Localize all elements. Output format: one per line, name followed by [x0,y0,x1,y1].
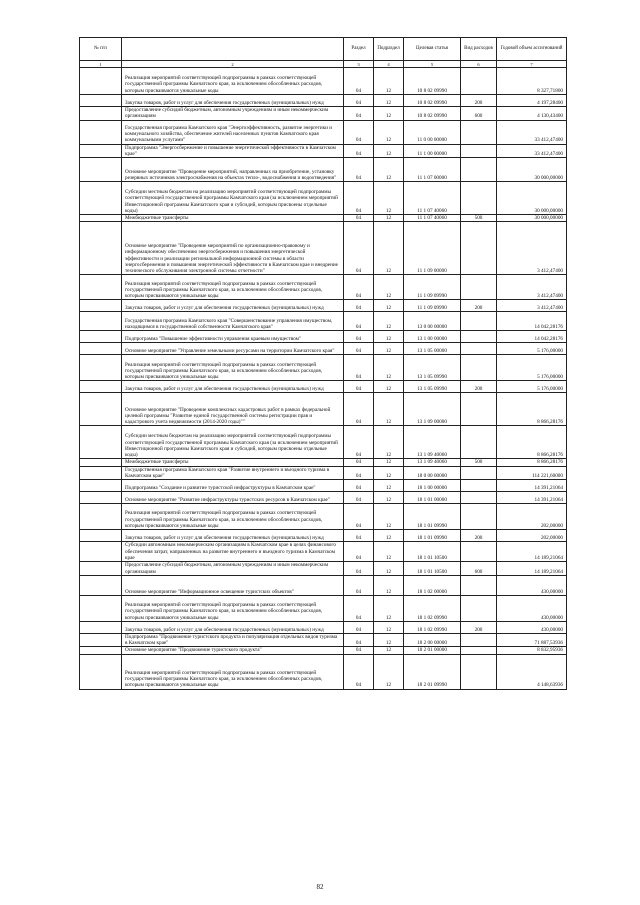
header-name [122,38,344,61]
cell-csr: 18 2 01 00000 [404,647,461,654]
cell-name: Реализация мероприятий соответствующей подпрограммы в рамках соответствующей государственной программы Камчатского края, за исключением обособленных расходов, которым присваиваются уникальные коды [122,654,344,689]
cell-podrazdel: 12 [374,300,404,312]
cell-podrazdel: 12 [374,120,404,144]
cell-vr [461,343,497,355]
column-number: 1 [80,61,122,68]
cell-vr: 200 [461,621,497,633]
column-number: 2 [122,61,344,68]
cell-vr [461,182,497,215]
cell-sum: 14 391,21064 [497,492,567,504]
table-row [80,107,567,121]
cell-razdel: 04 [344,158,374,182]
cell-csr: 18 1 01 00000 [404,492,461,504]
cell-csr: 13 1 09 40060 [404,426,461,459]
cell-num [80,381,122,393]
cell-num [80,621,122,633]
column-number: 5 [404,61,461,68]
table-row [80,480,567,492]
cell-razdel: 04 [344,459,374,466]
cell-sum: 33 412,47400 [497,144,567,158]
cell-podrazdel: 12 [374,381,404,393]
cell-csr: 18 1 01 10500 [404,562,461,576]
cell-podrazdel: 12 [374,68,404,95]
cell-razdel: 04 [344,621,374,633]
cell-csr: 13 1 09 00000 [404,393,461,426]
cell-vr [461,466,497,480]
cell-podrazdel: 12 [374,466,404,480]
cell-num [80,480,122,492]
cell-name: Реализация мероприятий соответствующей подпрограммы в рамках соответствующей государственной программы Камчатского края, за исключением обособленных расходов, которым присваиваются уникальные коды [122,275,344,300]
cell-name: Подпрограмма "Создание и развитие туристской инфраструктуры в Камчатском крае" [122,480,344,492]
cell-sum: 14 042,28176 [497,331,567,343]
cell-razdel: 04 [344,426,374,459]
cell-vr [461,275,497,300]
cell-csr: 18 1 00 00000 [404,480,461,492]
cell-num [80,459,122,466]
table-row [80,466,567,480]
cell-name: Подпрограмма "Повышение эффективности управления краевым имуществом" [122,331,344,343]
cell-num [80,562,122,576]
cell-razdel: 04 [344,144,374,158]
cell-num [80,107,122,121]
cell-num [80,647,122,654]
cell-podrazdel: 12 [374,215,404,222]
cell-podrazdel: 12 [374,575,404,595]
cell-name: Реализация мероприятий соответствующей подпрограммы в рамках соответствующей государственной программы Камчатского края, за исключением обособленных расходов, которым присваиваются уникальные коды [122,504,344,530]
cell-csr: 18 1 01 09990 [404,530,461,542]
cell-vr [461,312,497,331]
cell-razdel: 04 [344,575,374,595]
cell-vr [461,654,497,689]
table-row [80,542,567,562]
cell-razdel: 04 [344,182,374,215]
cell-podrazdel: 12 [374,459,404,466]
cell-razdel: 04 [344,480,374,492]
cell-sum: 114 221,60000 [497,466,567,480]
cell-sum: 4 130,43400 [497,107,567,121]
cell-num [80,120,122,144]
cell-csr: 11 1 09 09990 [404,300,461,312]
cell-sum: 30 000,00000 [497,182,567,215]
cell-razdel: 04 [344,120,374,144]
cell-vr [461,158,497,182]
cell-name: Закупка товаров, работ и услуг для обеспечения государственных (муниципальных) нужд [122,95,344,107]
cell-csr: 13 1 05 09990 [404,355,461,381]
table-row [80,492,567,504]
cell-num [80,504,122,530]
column-number: 7 [497,61,567,68]
header-vr: Вид расходов [461,38,497,61]
column-number-row [80,61,567,68]
cell-name: Государственная программа Камчатского края "Энергоэффективность, развитие энергетики и коммунального хозяйства, обеспечение жителей населенных пунктов Камчатского края коммунальными услугами" [122,120,344,144]
table-row [80,647,567,654]
table-row [80,562,567,576]
cell-podrazdel: 12 [374,275,404,300]
cell-razdel: 04 [344,312,374,331]
cell-num [80,95,122,107]
cell-vr [461,492,497,504]
table-row [80,426,567,459]
cell-csr: 13 1 00 00000 [404,331,461,343]
cell-vr [461,647,497,654]
table-row [80,158,567,182]
cell-csr: 10 8 02 09990 [404,95,461,107]
cell-vr [461,331,497,343]
cell-vr [461,633,497,647]
cell-vr: 500 [461,459,497,466]
cell-sum: 14 189,21064 [497,542,567,562]
cell-name: Основное мероприятие "Проведение мероприятий по организационно-правовому и информационному обеспечению энергосбережения и повышения энергетической эффективности и реализации региональной информационной системы в области энергосбережения и повышения энергетической эффективности в Камчатском крае и внедрение технического обслуживания электронной системы отчетности" [122,222,344,275]
table-row [80,120,567,144]
cell-csr: 13 1 05 00000 [404,343,461,355]
budget-table [79,37,567,690]
cell-name: Закупка товаров, работ и услуг для обеспечения государственных (муниципальных) нужд [122,530,344,542]
cell-name: Реализация мероприятий соответствующей подпрограммы в рамках соответствующей государственной программы Камчатского края, за исключением обособленных расходов, которым присваиваются уникальные коды [122,355,344,381]
cell-name: Субсидии местным бюджетам на реализацию мероприятий соответствующей подпрограммы соответствующей государственной программы Камчатского края (за исключением мероприятий Инвестиционной программы Камчатского края и субсидий, которым присвоены отдельные коды) [122,182,344,215]
cell-name: Государственная программа Камчатского края "Совершенствование управления имуществом, находящимся в государственной собственности Камчатского края" [122,312,344,331]
cell-razdel: 04 [344,466,374,480]
cell-vr [461,120,497,144]
cell-sum: 430,00000 [497,595,567,621]
cell-csr: 11 1 07 40060 [404,215,461,222]
cell-razdel: 04 [344,343,374,355]
table-row [80,95,567,107]
cell-vr: 600 [461,562,497,576]
cell-num [80,542,122,562]
cell-name: Основное мероприятие "Информационное освещение туристских объектов" [122,575,344,595]
table-row [80,654,567,689]
cell-sum: 71 887,53936 [497,633,567,647]
cell-csr: 18 1 01 10500 [404,542,461,562]
cell-sum: 202,00000 [497,504,567,530]
cell-vr [461,68,497,95]
cell-num [80,426,122,459]
cell-csr: 10 8 02 09990 [404,107,461,121]
table-row [80,633,567,647]
cell-csr: 18 0 00 00000 [404,466,461,480]
cell-num [80,466,122,480]
cell-num [80,215,122,222]
table-header-row [80,38,567,61]
budget-table-sheet [79,37,566,690]
cell-podrazdel: 12 [374,158,404,182]
cell-podrazdel: 12 [374,182,404,215]
cell-name: Реализация мероприятий соответствующей подпрограммы в рамках соответствующей государственной программы Камчатского края, за исключением обособленных расходов, которым присваиваются уникальные коды [122,595,344,621]
table-row [80,331,567,343]
cell-csr: 13 0 00 00000 [404,312,461,331]
cell-razdel: 04 [344,222,374,275]
cell-sum: 14 189,21064 [497,562,567,576]
cell-sum: 3 412,47400 [497,222,567,275]
cell-name: Закупка товаров, работ и услуг для обеспечения государственных (муниципальных) нужд [122,381,344,393]
cell-csr: 13 1 05 09990 [404,381,461,393]
cell-razdel: 04 [344,504,374,530]
cell-sum: 33 412,47400 [497,120,567,144]
cell-name: Субсидии автономным некоммерческим организациям в Камчатском крае в целях финансового обеспечения затрат, направленных на развитие внутреннего и въездного туризма в Камчатском крае [122,542,344,562]
cell-razdel: 04 [344,300,374,312]
cell-podrazdel: 12 [374,355,404,381]
cell-csr: 18 1 01 09990 [404,504,461,530]
cell-num [80,144,122,158]
cell-razdel: 04 [344,331,374,343]
table-row [80,355,567,381]
cell-sum: 5 176,00000 [497,343,567,355]
table-row [80,343,567,355]
cell-podrazdel: 12 [374,480,404,492]
cell-sum: 430,00000 [497,575,567,595]
cell-vr [461,393,497,426]
cell-num [80,68,122,95]
cell-name: Подпрограмма "Продвижение туристского продукта и популяризация отдельных видов туризма в Камчатском крае" [122,633,344,647]
header-csr: Целевая статья [404,38,461,61]
table-row [80,575,567,595]
header-razdel: Раздел [344,38,374,61]
cell-sum: 14 042,28176 [497,312,567,331]
table-row [80,530,567,542]
cell-podrazdel: 12 [374,222,404,275]
cell-sum: 8 866,28176 [497,426,567,459]
cell-razdel: 04 [344,215,374,222]
cell-podrazdel: 12 [374,426,404,459]
cell-podrazdel: 12 [374,343,404,355]
cell-csr: 11 1 07 40060 [404,182,461,215]
cell-razdel: 04 [344,542,374,562]
cell-num [80,312,122,331]
table-row [80,68,567,95]
cell-podrazdel: 12 [374,144,404,158]
cell-csr: 11 1 00 00000 [404,144,461,158]
cell-num [80,633,122,647]
cell-num [80,492,122,504]
cell-vr [461,426,497,459]
cell-csr: 11 1 09 00000 [404,222,461,275]
cell-razdel: 04 [344,492,374,504]
cell-vr [461,355,497,381]
cell-num [80,222,122,275]
cell-num [80,575,122,595]
cell-sum: 4 197,28400 [497,95,567,107]
cell-csr: 18 1 02 09990 [404,621,461,633]
table-row [80,182,567,215]
column-number: 6 [461,61,497,68]
header-podrazdel: Подраздел [374,38,404,61]
header-num: № п/п [80,38,122,61]
cell-name: Предоставление субсидий бюджетным, автономным учреждениям и иным некоммерческим организациям [122,107,344,121]
cell-num [80,275,122,300]
cell-num [80,158,122,182]
cell-sum: 430,00000 [497,621,567,633]
table-row [80,459,567,466]
cell-sum: 14 391,21064 [497,480,567,492]
cell-name: Субсидии местным бюджетам на реализацию мероприятий соответствующей подпрограммы соответствующей государственной программы Камчатского края (за исключением мероприятий Инвестиционной программы Камчатского края и субсидий, которым присвоены отдельные коды) [122,426,344,459]
cell-razdel: 04 [344,275,374,300]
cell-vr: 200 [461,300,497,312]
cell-num [80,595,122,621]
cell-sum: 8 866,28176 [497,393,567,426]
cell-name: Основное мероприятие "Проведение мероприятий, направленных на приобретение, установку резервных источников электроснабжения на объектах тепло-, водоснабжения и водоотведения" [122,158,344,182]
cell-podrazdel: 12 [374,542,404,562]
cell-vr [461,480,497,492]
cell-num [80,343,122,355]
cell-razdel: 04 [344,95,374,107]
cell-vr [461,575,497,595]
cell-razdel: 04 [344,562,374,576]
cell-csr: 18 2 01 09990 [404,654,461,689]
cell-csr: 11 0 00 00000 [404,120,461,144]
cell-razdel: 04 [344,530,374,542]
cell-sum: 30 000,00000 [497,158,567,182]
cell-sum: 3 412,47400 [497,275,567,300]
cell-sum: 30 000,00000 [497,215,567,222]
cell-vr [461,222,497,275]
cell-csr: 18 1 02 09990 [404,595,461,621]
cell-sum: 5 176,00000 [497,355,567,381]
cell-podrazdel: 12 [374,312,404,331]
cell-name: Закупка товаров, работ и услуг для обеспечения государственных (муниципальных) нужд [122,621,344,633]
cell-podrazdel: 12 [374,562,404,576]
table-row [80,312,567,331]
cell-podrazdel: 12 [374,393,404,426]
header-sum: Годовой объем ассигнований [497,38,567,61]
cell-podrazdel: 12 [374,595,404,621]
cell-vr: 200 [461,95,497,107]
column-number: 3 [344,61,374,68]
table-body [80,68,567,690]
table-row [80,144,567,158]
table-row [80,275,567,300]
cell-podrazdel: 12 [374,107,404,121]
cell-csr: 18 2 00 00000 [404,633,461,647]
cell-name: Подпрограмма "Энергосбережение и повышение энергетической эффективности в Камчатском крае" [122,144,344,158]
cell-num [80,654,122,689]
cell-sum: 4 148,63936 [497,654,567,689]
cell-num [80,355,122,381]
cell-name: Государственная программа Камчатского края "Развитие внутреннего и въездного туризма в Камчатском крае" [122,466,344,480]
cell-podrazdel: 12 [374,647,404,654]
page-number: 82 [316,883,324,891]
cell-num [80,182,122,215]
cell-razdel: 04 [344,393,374,426]
cell-name: Предоставление субсидий бюджетным, автономным учреждениям и иным некоммерческим организациям [122,562,344,576]
cell-sum: 8 832,95936 [497,647,567,654]
cell-sum: 5 176,00000 [497,381,567,393]
table-row [80,504,567,530]
cell-name: Закупка товаров, работ и услуг для обеспечения государственных (муниципальных) нужд [122,300,344,312]
cell-vr: 200 [461,381,497,393]
cell-name: Основное мероприятие "Проведение комплексных кадастровых работ в рамках федеральной целевой программы "Развитие единой государственной системы регистрации прав и кадастрового учета недвижимости (2014-2020 годы)"" [122,393,344,426]
cell-razdel: 04 [344,633,374,647]
cell-podrazdel: 12 [374,530,404,542]
cell-num [80,331,122,343]
cell-podrazdel: 12 [374,621,404,633]
cell-podrazdel: 12 [374,654,404,689]
cell-razdel: 04 [344,595,374,621]
cell-vr [461,144,497,158]
cell-podrazdel: 12 [374,331,404,343]
cell-vr: 200 [461,530,497,542]
cell-vr [461,504,497,530]
table-row [80,222,567,275]
table-row [80,393,567,426]
cell-razdel: 04 [344,68,374,95]
cell-name: Основное мероприятие "Управление земельными ресурсами на территории Камчатского края" [122,343,344,355]
cell-podrazdel: 12 [374,504,404,530]
cell-sum: 8 327,71800 [497,68,567,95]
cell-num [80,300,122,312]
cell-name: Основное мероприятие "Продвижение туристского продукта" [122,647,344,654]
cell-name: Реализация мероприятий соответствующей подпрограммы в рамках соответствующей государственной программы Камчатского края, за исключением обособленных расходов, которым присваиваются уникальные коды [122,68,344,95]
cell-csr: 11 1 07 00000 [404,158,461,182]
table-row [80,381,567,393]
cell-razdel: 04 [344,355,374,381]
cell-razdel: 04 [344,647,374,654]
table-row [80,300,567,312]
cell-sum: 202,00000 [497,530,567,542]
cell-podrazdel: 12 [374,633,404,647]
cell-razdel: 04 [344,107,374,121]
cell-num [80,530,122,542]
cell-name: Межбюджетные трансферты [122,215,344,222]
cell-csr: 10 8 02 09990 [404,68,461,95]
cell-podrazdel: 12 [374,95,404,107]
cell-name: Межбюджетные трансферты [122,459,344,466]
cell-csr: 18 1 02 00000 [404,575,461,595]
cell-razdel: 04 [344,654,374,689]
cell-vr: 500 [461,215,497,222]
cell-vr [461,542,497,562]
cell-name: Основное мероприятие "Развитие инфраструктуры туристских ресурсов в Камчатском крае" [122,492,344,504]
table-row [80,621,567,633]
cell-sum: 8 866,28176 [497,459,567,466]
table-row [80,595,567,621]
cell-num [80,393,122,426]
cell-podrazdel: 12 [374,492,404,504]
cell-csr: 13 1 09 40060 [404,459,461,466]
cell-razdel: 04 [344,381,374,393]
table-row [80,215,567,222]
column-number: 4 [374,61,404,68]
cell-vr [461,595,497,621]
cell-sum: 3 412,47400 [497,300,567,312]
cell-vr: 600 [461,107,497,121]
cell-csr: 11 1 09 09990 [404,275,461,300]
